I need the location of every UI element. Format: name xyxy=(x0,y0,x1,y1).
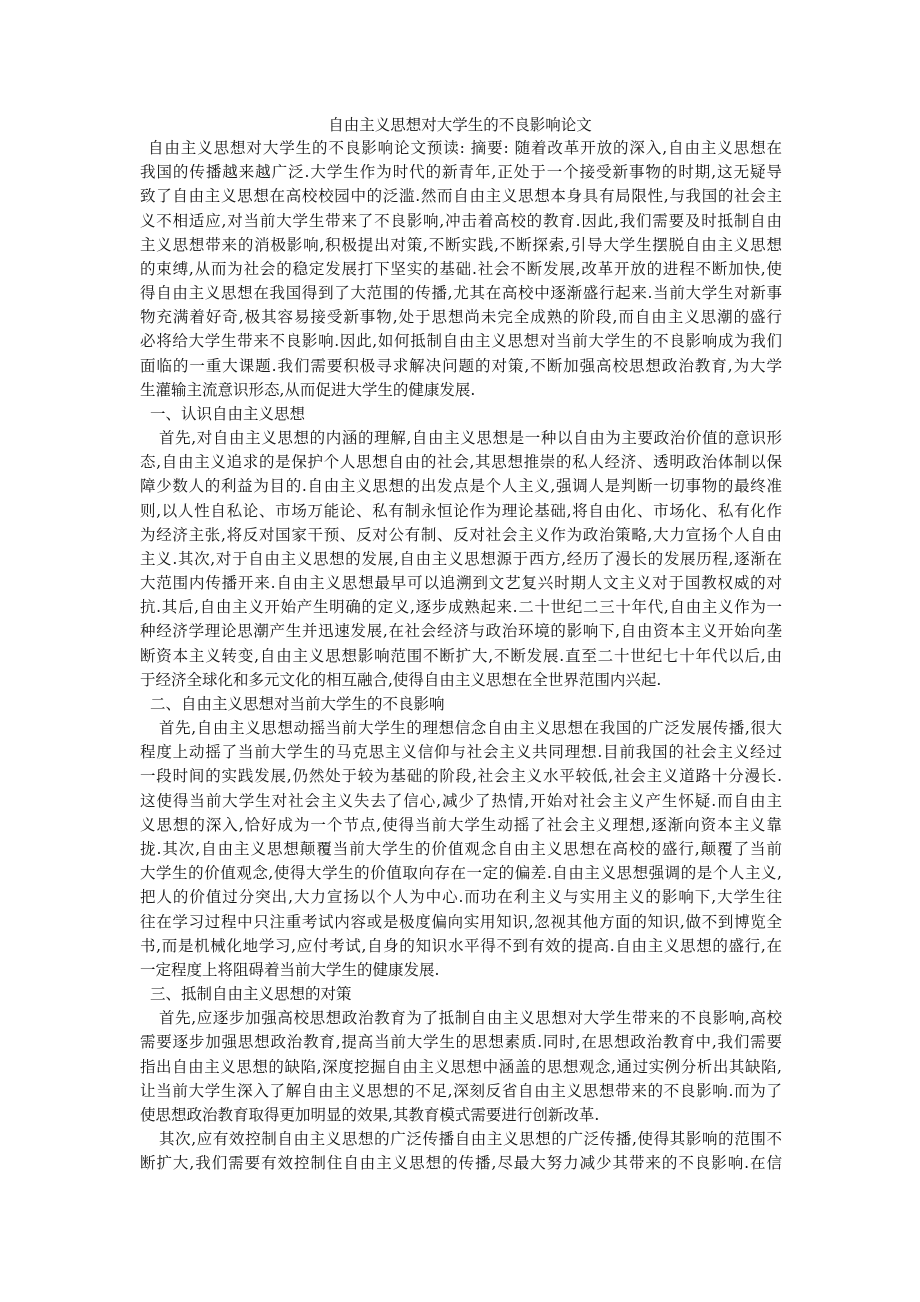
paragraph xyxy=(140,1127,782,1175)
text-line: 生灌输主流意识形态,从而促进大学生的健康发展. xyxy=(140,380,476,399)
text-line: 程度上动摇了当前大学生的马克思主义信仰与社会主义共同理想.目前我国的社会主义经过 xyxy=(140,743,782,762)
text-line: 则,以人性自私论、市场万能论、私有制永恒论作为理论基础,将自由化、市场化、私有化作 xyxy=(140,501,782,520)
text-line: 于经济全球化和多元文化的相互融合,使得自由主义思想在全世界范围内兴起. xyxy=(140,670,662,689)
section-heading: 一、认识自由主义思想 xyxy=(150,404,306,423)
text-line: 自由主义思想对大学生的不良影响论文预读: 摘要: 随着改革开放的深入,自由主义思想在 xyxy=(148,139,782,157)
text-line: 书,而是机械化地学习,应付考试,自身的知识水平得不到有效的提高.自由主义思想的盛行,在 xyxy=(140,936,782,955)
text-line: 断扩大,我们需要有效控制住自由主义思想的传播,尽最大努力减少其带来的不良影响.在信 xyxy=(140,1154,782,1173)
text-line: 障少数人的利益为目的.自由主义思想的出发点是个人主义,强调人是判断一切事物的最终准 xyxy=(140,477,782,496)
text-line: 我国的传播越来越广泛.大学生作为时代的新青年,正处于一个接受新事物的时期,这无疑导 xyxy=(140,163,782,182)
text-line: 大范围内传播开来.自由主义思想最早可以追溯到文艺复兴时期人文主义对于国教权威的对 xyxy=(140,574,782,593)
section-3 xyxy=(140,982,782,1175)
text-line: 抗.其后,自由主义开始产生明确的定义,逐步成熟起来.二十世纪二三十年代,自由主义作为一 xyxy=(140,598,782,617)
text-line: 拢.其次,自由主义思想颠覆当前大学生的价值观念自由主义思想在高校的盛行,颠覆了当前 xyxy=(140,839,782,858)
text-line: 往在学习过程中只注重考试内容或是极度偏向实用知识,忽视其他方面的知识,做不到博览全 xyxy=(140,912,782,931)
text-line: 断资本主义转变,自由主义思想影响范围不断扩大,不断发展.直至二十世纪七十年代以后,由 xyxy=(140,646,782,665)
document-title: 自由主义思想对大学生的不良影响论文 xyxy=(328,116,592,134)
text-line: 指出自由主义思想的缺陷,深度挖掘自由主义思想中涵盖的思想观念,通过实例分析出其缺陷, xyxy=(140,1057,782,1076)
text-line: 首先,自由主义思想动摇当前大学生的理想信念自由主义思想在我国的广泛发展传播,很大 xyxy=(159,719,782,738)
text-line: 大学生的价值观念,使得大学生的价值取向存在一定的偏差.自由主义思想强调的是个人主义, xyxy=(140,864,782,883)
text-line: 得自由主义思想在我国得到了大范围的传播,尤其在高校中逐渐盛行起来.当前大学生对新事 xyxy=(140,284,782,303)
text-line: 必将给大学生带来不良影响.因此,如何抵制自由主义思想对当前大学生的不良影响成为我们 xyxy=(140,332,782,351)
text-line: 面临的一重大课题.我们需要积极寻求解决问题的对策,不断加强高校思想政治教育,为大学 xyxy=(140,356,782,375)
section-2 xyxy=(140,692,782,982)
text-line: 需要逐步加强思想政治教育,提高当前大学生的思想素质.同时,在思想政治教育中,我们需要 xyxy=(140,1033,782,1052)
section-1 xyxy=(140,402,782,692)
document-body xyxy=(140,136,782,1175)
text-line: 的束缚,从而为社会的稳定发展打下坚实的基础.社会不断发展,改革开放的进程不断加快,使 xyxy=(140,259,782,278)
text-line: 使思想政治教育取得更加明显的效果,其教育模式需要进行创新改革. xyxy=(140,1105,600,1124)
text-line: 这使得当前大学生对社会主义失去了信心,减少了热情,开始对社会主义产生怀疑.而自由主 xyxy=(140,791,782,810)
text-line: 一定程度上将阻碍着当前大学生的健康发展. xyxy=(140,960,440,979)
text-line: 物充满着好奇,极其容易接受新事物,处于思想尚未完全成熟的阶段,而自由主义思潮的盛行 xyxy=(140,308,782,327)
text-line: 义思想的深入,恰好成为一个节点,使得当前大学生动摇了社会主义理想,逐渐向资本主义靠 xyxy=(140,815,782,834)
text-line: 把人的价值过分突出,大力宣扬以个人为中心.而功在利主义与实用主义的影响下,大学生往 xyxy=(140,888,782,907)
text-line: 其次,应有效控制自由主义思想的广泛传播自由主义思想的广泛传播,使得其影响的范围不 xyxy=(159,1130,782,1149)
paragraph xyxy=(140,716,782,982)
text-line: 种经济学理论思潮产生并迅速发展,在社会经济与政治环境的影响下,自由资本主义开始向垄 xyxy=(140,622,782,641)
paragraph xyxy=(140,426,782,692)
paragraph xyxy=(140,1006,782,1127)
text-line: 主义思想带来的消极影响,积极提出对策,不断实践,不断探索,引导大学生摆脱自由主义思想 xyxy=(140,235,782,254)
text-line: 态,自由主义追求的是保护个人思想自由的社会,其思想推崇的私人经济、透明政治体制以保 xyxy=(140,453,782,472)
section-heading: 二、自由主义思想对当前大学生的不良影响 xyxy=(150,694,445,713)
abstract-paragraph xyxy=(140,136,782,402)
text-line: 让当前大学生深入了解自由主义思想的不足,深刻反省自由主义思想带来的不良影响.而为了 xyxy=(140,1081,782,1100)
text-line: 首先,应逐步加强高校思想政治教育为了抵制自由主义思想对大学生带来的不良影响,高校 xyxy=(159,1009,782,1028)
text-line: 首先,对自由主义思想的内涵的理解,自由主义思想是一种以自由为主要政治价值的意识形 xyxy=(159,429,782,448)
text-line: 义不相适应,对当前大学生带来了不良影响,冲击着高校的教育.因此,我们需要及时抵制自由 xyxy=(140,211,782,230)
section-heading: 三、抵制自由主义思想的对策 xyxy=(150,985,352,1004)
text-line: 主义.其次,对于自由主义思想的发展,自由主义思想源于西方,经历了漫长的发展历程,逐渐在 xyxy=(140,549,782,568)
text-line: 致了自由主义思想在高校校园中的泛滥.然而自由主义思想本身具有局限性,与我国的社会主 xyxy=(140,187,782,206)
text-line: 为经济主张,将反对国家干预、反对公有制、反对社会主义作为政治策略,大力宣扬个人自由 xyxy=(140,525,782,544)
text-line: 一段时间的实践发展,仍然处于较为基础的阶段,社会主义水平较低,社会主义道路十分漫长. xyxy=(140,767,782,786)
